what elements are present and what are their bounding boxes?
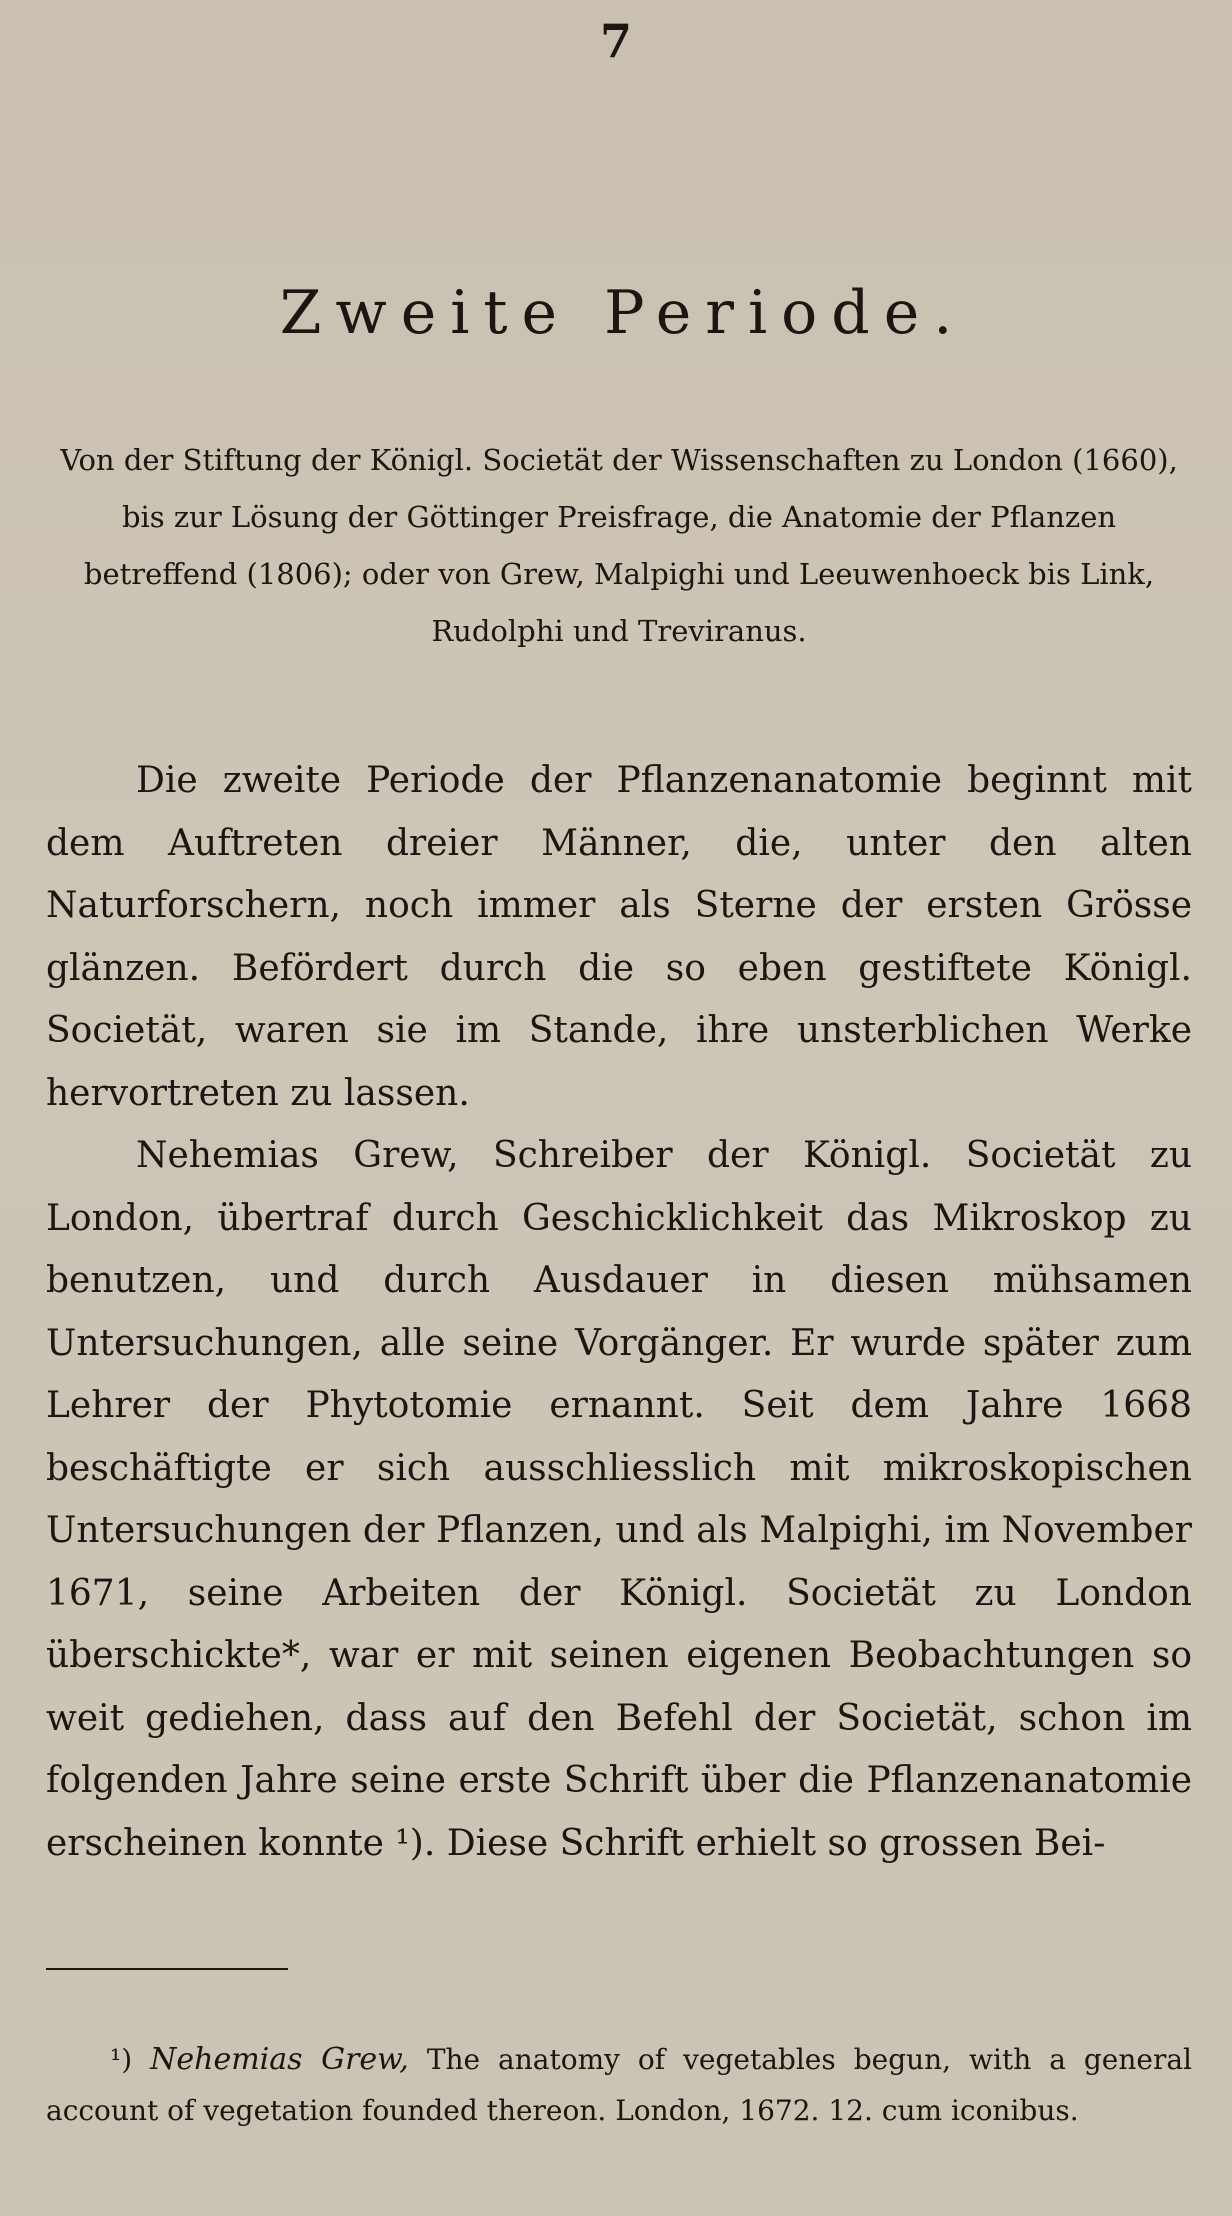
chapter-title: Zweite Periode. (279, 278, 967, 348)
paragraph-1: Die zweite Periode der Pflanzenanatomie beginnt mit dem Auftreten dreier Männer, die, unter den alten Naturforschern, noch immer als Sterne der ersten Grösse glänzen. Befördert durch die so eben gestiftete Königl. Societät, waren sie im Stande, ihre unsterblichen Werke hervortreten zu lassen. (46, 760, 1192, 1114)
paragraph-2: Nehemias Grew, Schreiber der Königl. Societät zu London, übertraf durch Geschicklichkeit das Mikroskop zu benutzen, und durch Ausdauer in diesen mühsamen Untersuchungen, alle seine Vorgänger. Er wurde später zum Lehrer der Phytotomie ernannt. Seit dem Jahre 1668 beschäftigte er sich ausschliesslich mit mikroskopischen Untersuchungen der Pflanzen, und als Malpighi, im November 1671, seine Arbeiten der Königl. Societät zu London überschickte*, war er mit seinen eigenen Beobachtungen so weit gediehen, dass auf den Befehl der Societät, schon im folgenden Jahre seine erste Schrift über die Pflanzenanatomie erscheinen konnte ¹). Diese Schrift erhielt so grossen Bei- (46, 1135, 1192, 1864)
chapter-subtitle: Von der Stiftung der Königl. Societät der Wissenschaften zu London (1660), bis zur Lösung der Göttinger Preisfrage, die Anatomie der Pflanzen betreffend (1806); oder von Grew, Malpighi und Leeuwenhoeck bis Link, Rudolphi und Treviranus. (60, 443, 1178, 648)
footnote-marker: ¹) (110, 2043, 133, 2076)
body-text (46, 750, 1192, 1875)
footnote (46, 2034, 1192, 2136)
footnote-text: The anatomy of vegetables begun, with a general account of vegetation founded thereon. London, 1672. 12. cum iconibus. (46, 2043, 1193, 2127)
footnote-author: Nehemias Grew, (150, 2042, 409, 2077)
page-number: 7 (599, 14, 632, 68)
footnote-divider (46, 1968, 288, 1970)
